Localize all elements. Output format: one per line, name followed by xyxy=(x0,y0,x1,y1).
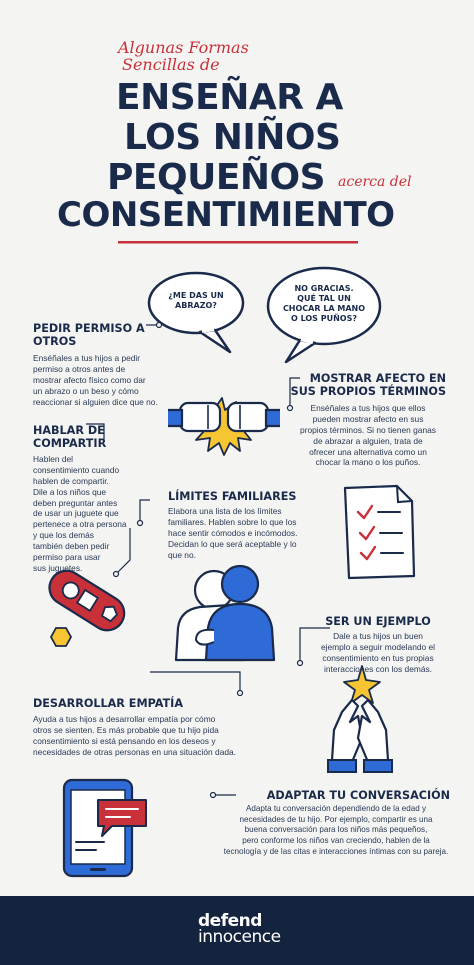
section-title: SER UN EJEMPLO xyxy=(325,615,431,628)
phone-chat-icon xyxy=(64,780,146,876)
section-desarrollar-empatia xyxy=(33,697,263,758)
section-mostrar-afecto xyxy=(290,372,446,468)
title-underline xyxy=(118,241,358,244)
section-body: Dale a tus hijos un buen ejemplo a seguir modelando el consentimiento en tus propias interacciones con los demás. xyxy=(320,631,436,675)
section-hablar-compartir xyxy=(33,424,143,574)
section-title: SUS PROPIOS TÉRMINOS xyxy=(290,385,446,399)
fist-bump-icon xyxy=(168,398,280,455)
section-adaptar-conversacion xyxy=(222,789,450,857)
section-body: Adapta tu conversación dependiendo de la edad y necesidades de tu hijo. Por ejemplo, compartir es una buena conversación para los niños más pequeños, pero conforme los niños van creciendo, hablen de la tecnología y de las citas e interacciones íntimas con su pareja. xyxy=(223,804,449,856)
section-body: Ayuda a tus hijos a desarrollar empatía por cómo otros se sienten. Es más probable que tu hijo pida consentimiento si está pensando en los deseos y necesidades de otras personas en una situación dada. xyxy=(33,714,237,758)
section-pedir-permiso xyxy=(33,322,173,407)
section-title: MOSTRAR AFECTO EN xyxy=(309,372,446,385)
footer xyxy=(0,896,474,965)
section-body: Enséñales a tus hijos que ellos pueden mostrar afecto en sus propios términos. Si no tienen ganas de abrazar a alguien, trata de ofrecer una alternativa como un chocar la mano o los puños. xyxy=(300,402,436,468)
section-title: ADAPTAR TU CONVERSACIÓN xyxy=(266,789,450,802)
footer-logo[interactable] xyxy=(198,911,281,948)
section-body: Enséñales a tus hijos a pedir permiso a otros antes de mostrar afecto físico como dar un abrazo o un beso y cómo reaccionar si alguien dice que no. xyxy=(33,352,158,407)
header-script-line1: Algunas Formas xyxy=(118,38,249,57)
section-body: Elabora una lista de los límites familiares. Hablen sobre lo que los hace sentir cómodos e incómodos. Decidan lo que será aceptable y lo que no. xyxy=(168,506,298,561)
title-line3: PEQUEÑOS xyxy=(107,157,326,198)
title-line1: ENSEÑAR A xyxy=(116,77,343,118)
logo-bottom: innocence xyxy=(198,927,281,948)
section-limites-familiares xyxy=(168,490,318,561)
section-title: LÍMITES FAMILIARES xyxy=(168,490,297,503)
header-script-line2: Sencillas de xyxy=(122,55,220,74)
section-title: HABLAR DE xyxy=(33,424,105,437)
title-line2: LOS NIÑOS xyxy=(124,117,341,158)
section-title: DESARROLLAR EMPATÍA xyxy=(33,697,183,710)
logo-top: defend xyxy=(198,911,262,931)
section-title: OTROS xyxy=(33,335,77,349)
high-five-icon xyxy=(328,666,392,772)
title-line4: CONSENTIMIENTO xyxy=(57,195,395,235)
section-ser-ejemplo xyxy=(308,615,448,675)
section-title: COMPARTIR xyxy=(33,437,107,451)
section-title: PEDIR PERMISO A xyxy=(33,322,145,335)
bubble-right-text: NO GRACIAS. QUÉ TAL UN CHOCAR LA MANO O LOS PUÑOS? xyxy=(282,284,366,323)
hug-icon xyxy=(176,566,274,660)
bubble-left-text: ¿ME DAS UN ABRAZO? xyxy=(168,291,224,310)
header-script-inline: acerca del xyxy=(338,174,412,190)
section-body: Hablen del consentimiento cuando hablen de compartir. Dile a los niños que deben preguntar antes de usar un juguete que pertenece a otra persona y que los demás también deben pedir permiso para usar sus juguetes. xyxy=(33,453,127,574)
checklist-icon xyxy=(345,486,414,578)
